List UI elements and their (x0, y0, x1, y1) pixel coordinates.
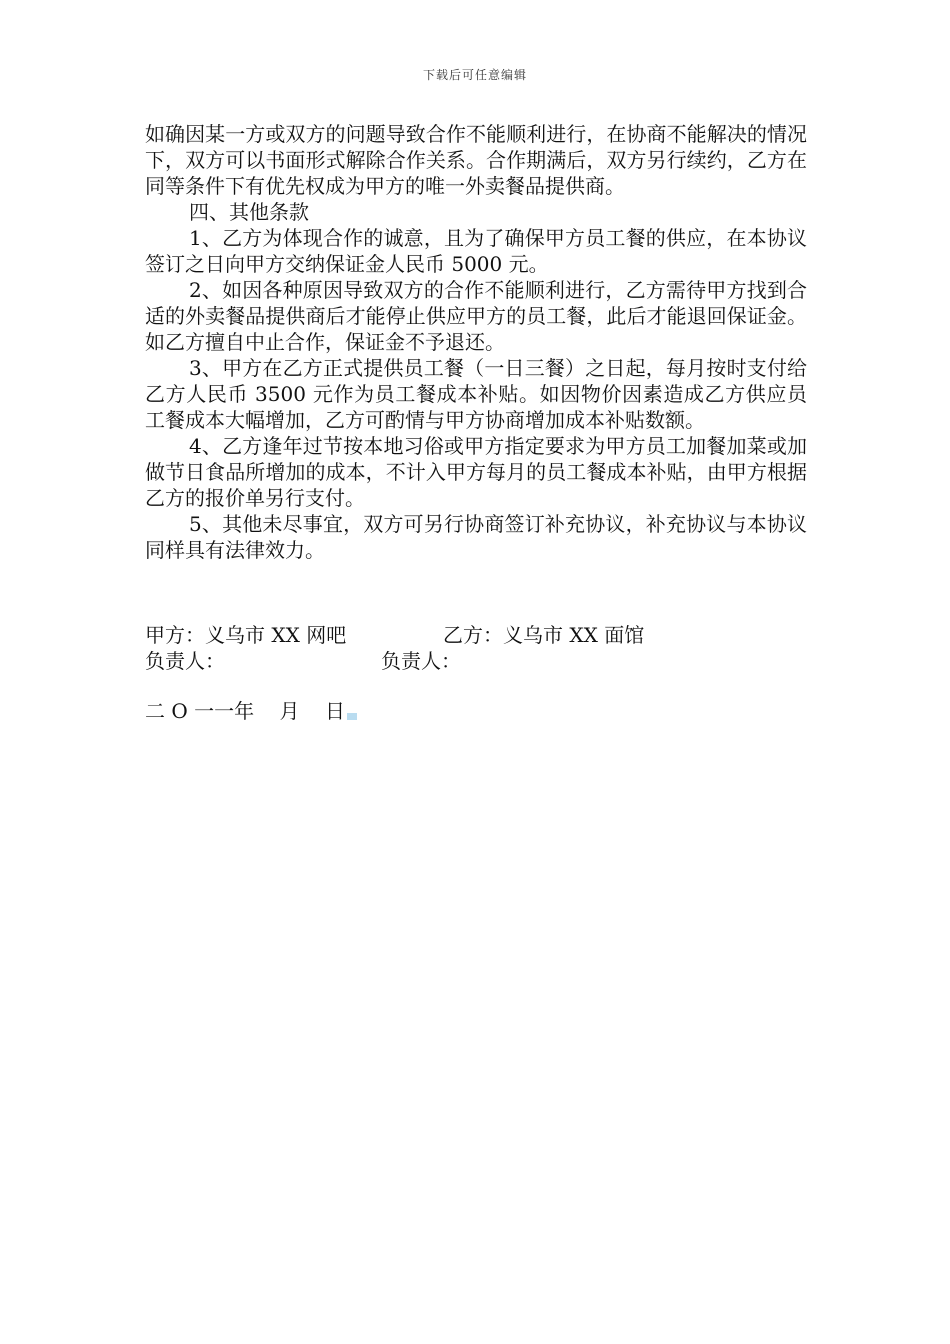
section-heading-other-terms: 四、其他条款 (189, 200, 309, 224)
party-a-representative: 负责人： (145, 649, 225, 673)
clause-5: 5、其他未尽事宜，双方可另行协商签订补充协议，补充协议与本协议同样具有法律效力。 (145, 512, 807, 562)
signature-parties-row (145, 622, 807, 648)
header-note: 下载后可任意编辑 (422, 68, 527, 82)
contract-body (145, 121, 807, 563)
party-b-representative: 负责人： (381, 649, 461, 673)
paragraph-termination: 如确因某一方或双方的问题导致合作不能顺利进行，在协商不能解决的情况下，双方可以书面形式解除合作关系。合作期满后，双方另行续约，乙方在同等条件下有优先权成为甲方的唯一外卖餐品提供商。 (145, 122, 807, 198)
text-cursor-mark (347, 713, 357, 720)
clause-3: 3、甲方在乙方正式提供员工餐（一日三餐）之日起，每月按时支付给乙方人民币 3500 元作为员工餐成本补贴。如因物价因素造成乙方供应员工餐成本大幅增加，乙方可酌情与甲方协商增加成本补贴数额。 (145, 356, 807, 432)
signature-representatives-row (145, 648, 807, 674)
clause-1: 1、乙方为体现合作的诚意，且为了确保甲方员工餐的供应，在本协议签订之日向甲方交纳保证金人民币 5000 元。 (145, 226, 807, 276)
party-a-name: 甲方：义乌市 XX 网吧 (145, 623, 347, 647)
signing-date: 二 O 一一年 月 日 (145, 699, 345, 723)
clause-2: 2、如因各种原因导致双方的合作不能顺利进行，乙方需待甲方找到合适的外卖餐品提供商后才能停止供应甲方的员工餐，此后才能退回保证金。如乙方擅自中止合作，保证金不予退还。 (145, 278, 807, 354)
signature-block (145, 622, 807, 674)
party-b-name: 乙方：义乌市 XX 面馆 (443, 623, 645, 647)
clause-4: 4、乙方逢年过节按本地习俗或甲方指定要求为甲方员工加餐加菜或加做节日食品所增加的成本，不计入甲方每月的员工餐成本补贴，由甲方根据乙方的报价单另行支付。 (145, 434, 807, 510)
signing-date-line (145, 698, 357, 724)
